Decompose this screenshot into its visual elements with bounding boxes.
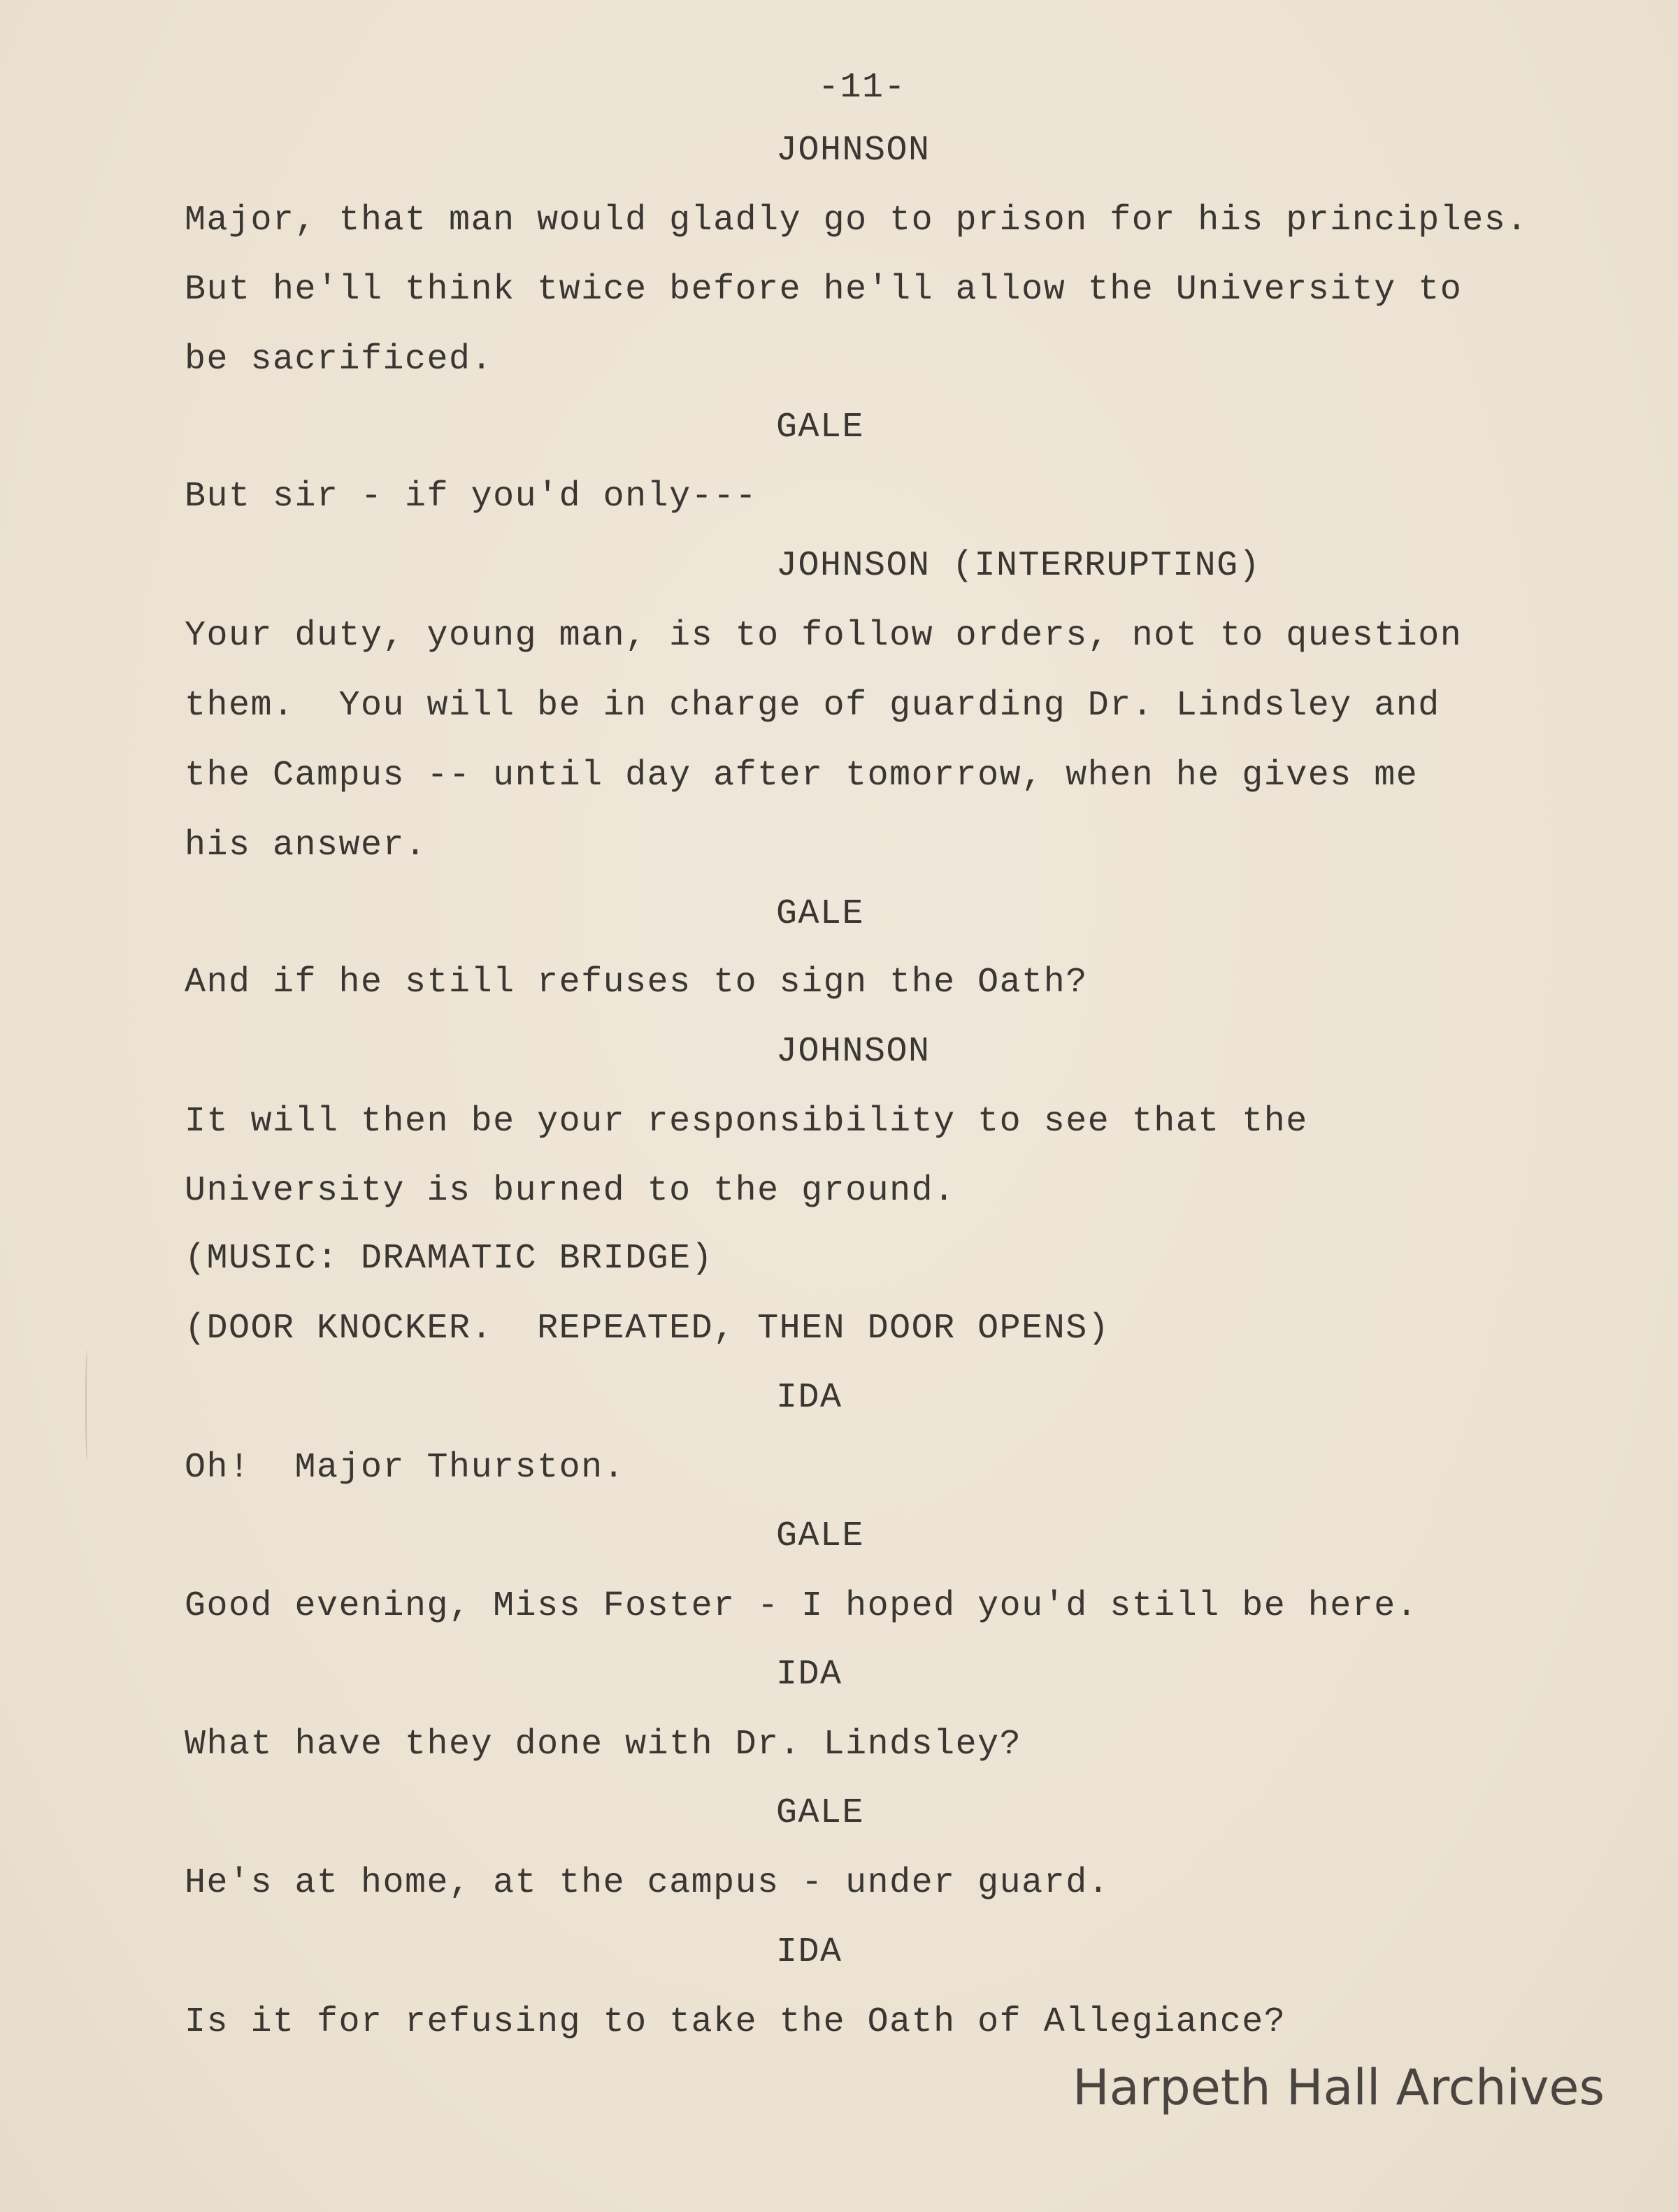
character-cue: IDA — [776, 1655, 842, 1695]
stage-direction: (MUSIC: DRAMATIC BRIDGE) — [185, 1239, 714, 1279]
dialogue-line: But sir - if you'd only--- — [185, 477, 758, 517]
dialogue-line: them. You will be in charge of guarding Dr. Lindsley and — [185, 686, 1440, 726]
paper-crease-mark — [85, 1349, 91, 1461]
dialogue-line: Your duty, young man, is to follow orders, not to question — [185, 616, 1463, 656]
dialogue-line: Is it for refusing to take the Oath of Allegiance? — [185, 2002, 1286, 2042]
dialogue-line: What have they done with Dr. Lindsley? — [185, 1725, 1022, 1765]
dialogue-line: He's at home, at the campus - under guard. — [185, 1863, 1110, 1903]
archive-watermark: Harpeth Hall Archives — [1073, 2059, 1605, 2116]
page-number: -11- — [818, 68, 907, 108]
character-cue: GALE — [776, 1516, 865, 1556]
dialogue-line: his answer. — [185, 826, 427, 866]
dialogue-line: Good evening, Miss Foster - I hoped you'd still be here. — [185, 1586, 1419, 1626]
dialogue-line: Oh! Major Thurston. — [185, 1448, 626, 1488]
dialogue-line: the Campus -- until day after tomorrow, when he gives me — [185, 756, 1419, 796]
character-cue: IDA — [776, 1932, 842, 1972]
dialogue-line: Major, that man would gladly go to prison for his principles. — [185, 201, 1528, 240]
character-cue: GALE — [776, 408, 865, 447]
character-cue: JOHNSON — [776, 1032, 931, 1072]
dialogue-line: But he'll think twice before he'll allow the University to — [185, 270, 1463, 310]
character-cue: JOHNSON (INTERRUPTING) — [776, 546, 1261, 586]
dialogue-line: It will then be your responsibility to see that the — [185, 1102, 1308, 1142]
dialogue-line: be sacrificed. — [185, 340, 494, 380]
dialogue-line: University is burned to the ground. — [185, 1171, 956, 1211]
character-cue: GALE — [776, 1793, 865, 1833]
character-cue: GALE — [776, 894, 865, 934]
dialogue-line: And if he still refuses to sign the Oath? — [185, 963, 1088, 1003]
character-cue: IDA — [776, 1378, 842, 1418]
character-cue: JOHNSON — [776, 131, 931, 171]
stage-direction: (DOOR KNOCKER. REPEATED, THEN DOOR OPENS) — [185, 1309, 1110, 1349]
